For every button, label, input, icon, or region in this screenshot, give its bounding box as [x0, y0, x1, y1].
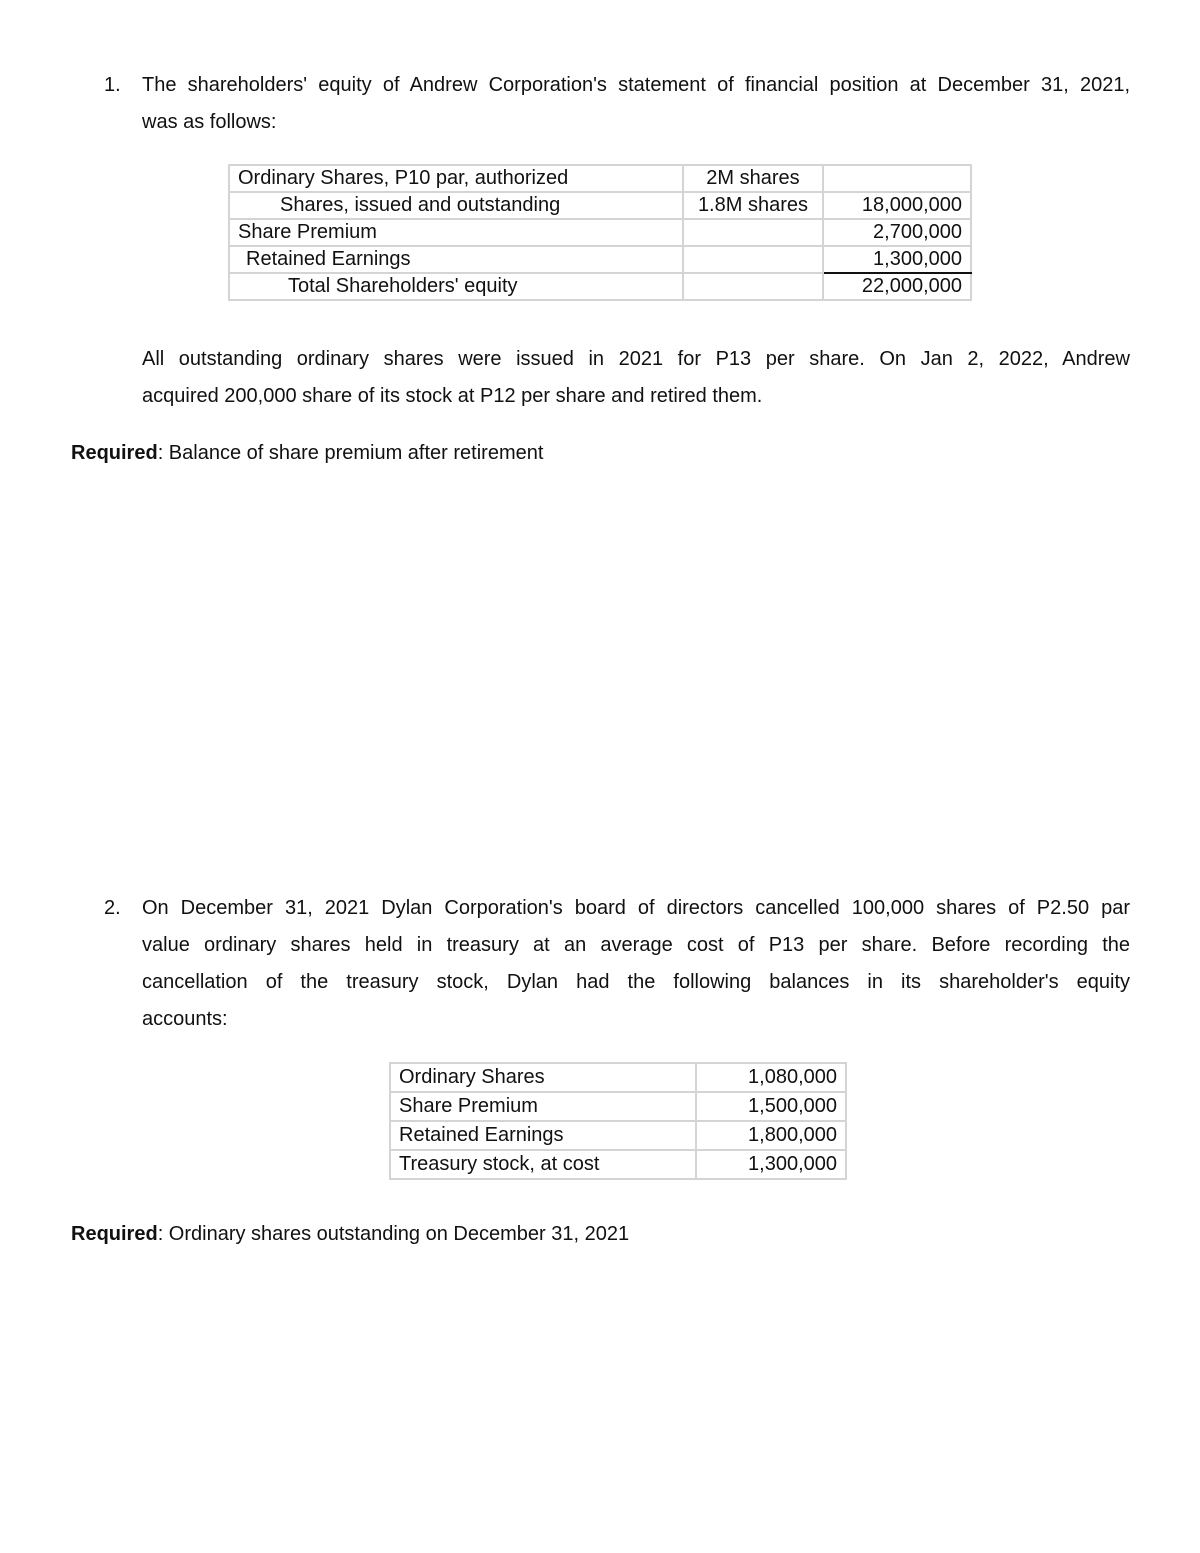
row-label: Shares, issued and outstanding: [229, 192, 683, 219]
equity-table-andrew: [228, 164, 972, 301]
row-shares: 1.8M shares: [683, 192, 824, 219]
row-amount: [823, 165, 971, 192]
row-label: Retained Earnings: [390, 1121, 696, 1150]
problem-2-required: [71, 1222, 629, 1246]
problem-1-number: 1.: [104, 74, 121, 96]
row-label: Treasury stock, at cost: [390, 1150, 696, 1179]
required-text: : Ordinary shares outstanding on December 31, 2021: [157, 1223, 630, 1245]
row-amount: 2,700,000: [823, 219, 971, 246]
row-shares: [683, 246, 824, 273]
problem-2-number: 2.: [104, 897, 121, 919]
row-amount: 1,800,000: [696, 1121, 846, 1150]
row-shares: 2M shares: [683, 165, 824, 192]
equity-table-dylan: [389, 1062, 847, 1180]
problem-1-required: [71, 441, 543, 465]
required-text: : Balance of share premium after retirement: [157, 442, 544, 464]
row-shares: [683, 219, 824, 246]
table-row: [229, 165, 971, 192]
row-amount: 22,000,000: [823, 273, 971, 300]
problem-1-text-line-2: acquired 200,000 share of its stock at P12 per share and retired them.: [142, 385, 763, 407]
row-amount: 1,500,000: [696, 1092, 846, 1121]
table-row: [229, 273, 971, 300]
required-label: Required: [71, 1223, 158, 1245]
row-label: Total Shareholders' equity: [229, 273, 683, 300]
table-row: [229, 246, 971, 273]
problem-2-line-4: accounts:: [142, 1008, 228, 1030]
table-row: [390, 1063, 846, 1092]
problem-2-line-1: On December 31, 2021 Dylan Corporation's board of directors cancelled 100,000 shares of P2.50 par: [142, 897, 1130, 919]
required-label: Required: [71, 442, 158, 464]
table-row: [390, 1092, 846, 1121]
table-row: [390, 1150, 846, 1179]
problem-2-line-3: cancellation of the treasury stock, Dylan had the following balances in its shareholder's equity: [142, 971, 1130, 993]
problem-1-intro-line-2: was as follows:: [142, 111, 277, 133]
row-label: Ordinary Shares, P10 par, authorized: [229, 165, 683, 192]
row-label: Ordinary Shares: [390, 1063, 696, 1092]
row-amount: 1,300,000: [823, 246, 971, 273]
row-label: Retained Earnings: [229, 246, 683, 273]
table-row: [390, 1121, 846, 1150]
problem-1-text-line-1: All outstanding ordinary shares were issued in 2021 for P13 per share. On Jan 2, 2022, Andrew: [142, 348, 1130, 370]
row-amount: 1,080,000: [696, 1063, 846, 1092]
row-amount: 18,000,000: [823, 192, 971, 219]
row-label: Share Premium: [229, 219, 683, 246]
row-shares: [683, 273, 824, 300]
row-amount: 1,300,000: [696, 1150, 846, 1179]
row-label: Share Premium: [390, 1092, 696, 1121]
table-row: [229, 192, 971, 219]
table-row: [229, 219, 971, 246]
problem-1-intro-line-1: The shareholders' equity of Andrew Corporation's statement of financial position at December 31, 2021,: [142, 74, 1130, 96]
problem-2-line-2: value ordinary shares held in treasury at an average cost of P13 per share. Before recording the: [142, 934, 1130, 956]
